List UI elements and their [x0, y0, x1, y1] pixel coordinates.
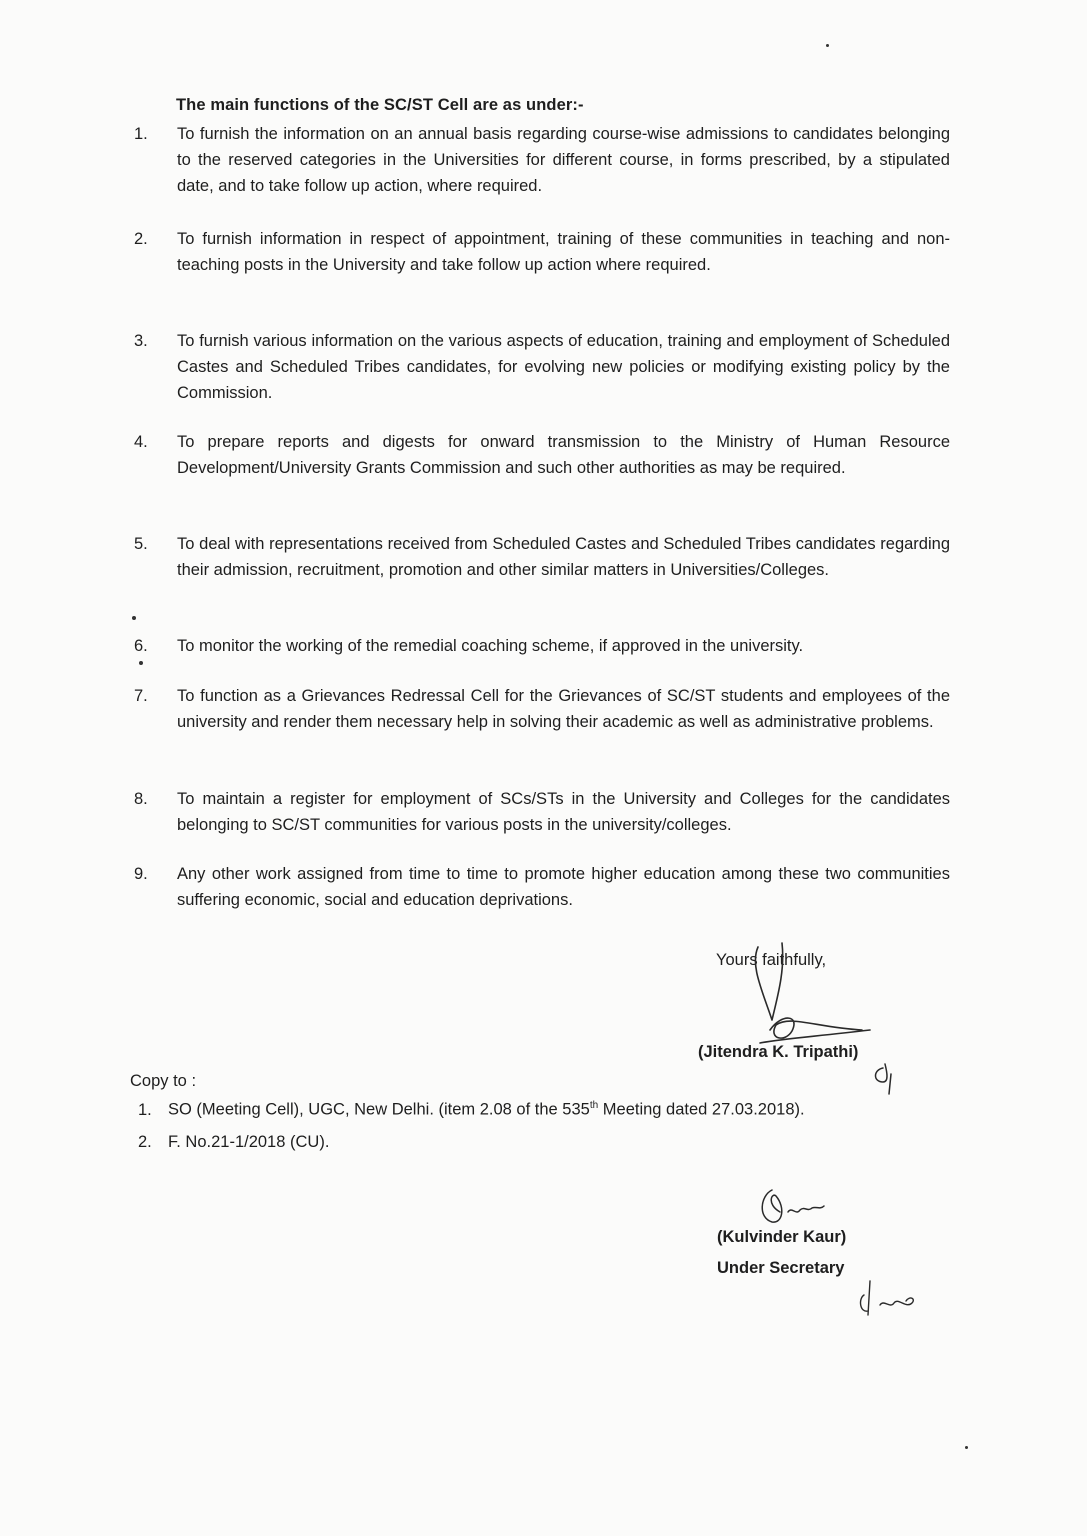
- scan-speck: [965, 1446, 968, 1449]
- scan-speck: [826, 44, 829, 47]
- item-text: To prepare reports and digests for onward transmission to the Ministry of Human Resource Development/University Grants Commission and such other authorities as may be required.: [177, 433, 950, 477]
- copy-to-item: [138, 1100, 805, 1120]
- item-number: 2.: [134, 230, 148, 248]
- item-text: To function as a Grievances Redressal Cell for the Grievances of SC/ST students and employees of the university and render them necessary help in solving their academic as well as administrative problems.: [177, 687, 950, 731]
- item-text: To furnish the information on an annual basis regarding course-wise admissions to candidates belonging to the reserved categories in the Universities for different course, in forms prescribed, by a stipulated date, and to take follow up action, where required.: [177, 125, 950, 195]
- item-number: 9.: [134, 865, 148, 883]
- item-text: To maintain a register for employment of SCs/STs in the University and Colleges for the candidates belonging to SC/ST communities for various posts in the university/colleges.: [177, 790, 950, 834]
- copy-to-item: [138, 1133, 329, 1152]
- signatory-2-title: Under Secretary: [717, 1259, 845, 1277]
- scan-speck: [139, 661, 143, 665]
- copy-to-text: SO (Meeting Cell), UGC, New Delhi. (item 2.08 of the 535: [168, 1100, 590, 1119]
- closing-salutation: Yours faithfully,: [716, 951, 827, 969]
- signatory-1-name: (Jitendra K. Tripathi): [698, 1043, 859, 1061]
- item-number: 5.: [134, 535, 148, 553]
- copy-to-text-cont: Meeting dated 27.03.2018).: [598, 1100, 805, 1119]
- item-number: 7.: [134, 687, 148, 705]
- scan-speck: [132, 616, 136, 620]
- copy-to-superscript: th: [589, 1100, 599, 1111]
- copy-to-text: F. No.21-1/2018 (CU).: [168, 1133, 330, 1151]
- initials-mark: [865, 1060, 905, 1100]
- item-text: To monitor the working of the remedial coaching scheme, if approved in the university.: [177, 637, 804, 655]
- item-text: To furnish various information on the various aspects of education, training and employment of Scheduled Castes and Scheduled Tribes candidates, for evolving new policies or modifying existing policy by the Commission.: [177, 332, 950, 402]
- item-number: 3.: [134, 332, 148, 350]
- initials-mark-bottom: [850, 1275, 930, 1325]
- item-number: 6.: [134, 637, 148, 655]
- signature-kulvinder: [750, 1182, 860, 1232]
- copy-to-number: 2.: [138, 1133, 152, 1151]
- copy-to-label: Copy to :: [130, 1072, 197, 1090]
- item-text: Any other work assigned from time to time to promote higher education among these two communities suffering economic, social and education deprivations.: [177, 865, 950, 909]
- copy-to-number: 1.: [138, 1100, 152, 1119]
- signatory-2-name: (Kulvinder Kaur): [717, 1228, 847, 1246]
- item-text: To furnish information in respect of appointment, training of these communities in teaching and non-teaching posts in the University and take follow up action where required.: [177, 230, 950, 274]
- item-number: 1.: [134, 125, 148, 143]
- item-number: 4.: [134, 433, 148, 451]
- item-number: 8.: [134, 790, 148, 808]
- document-heading: The main functions of the SC/ST Cell are as under:-: [176, 96, 584, 114]
- item-text: To deal with representations received from Scheduled Castes and Scheduled Tribes candidates regarding their admission, recruitment, promotion and other similar matters in Universities/Colleges.: [177, 535, 950, 579]
